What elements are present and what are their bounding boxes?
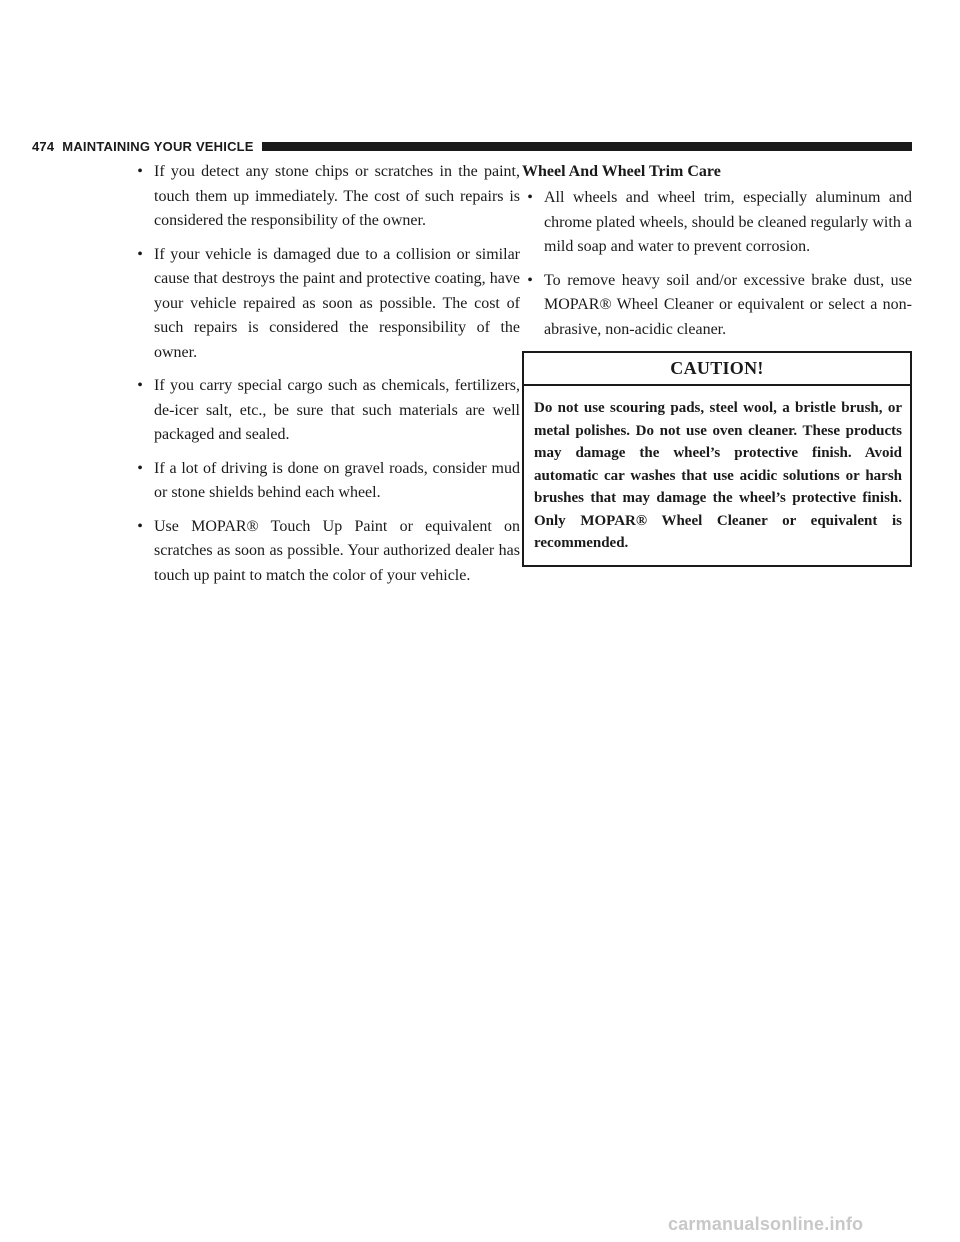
caution-box [522,351,912,567]
caution-title: CAUTION! [524,353,910,386]
bullet-icon: • [527,189,533,206]
page-number: 474 [32,138,55,154]
list-item-text: If your vehicle is damaged due to a collision or similar cause that destroys the paint and protective coating, have your vehicle repaired as soon as possible. The cost of such repairs is considered the responsibility of the owner. [154,245,520,361]
list-item [134,374,520,448]
left-bullet-list [134,160,520,588]
bullet-icon: • [137,377,143,394]
list-item-text: To remove heavy soil and/or excessive brake dust, use MOPAR® Wheel Cleaner or equivalent or select a non-abrasive, non-acidic cleaner. [544,271,912,338]
bullet-icon: • [527,271,533,289]
list-item-text: If you detect any stone chips or scratches in the paint, touch them up immediately. The cost of such repairs is considered the responsibility of the owner. [154,163,520,229]
right-bullet-list [522,186,912,342]
bullet-icon: • [137,517,143,535]
list-item-text: If a lot of driving is done on gravel roads, consider mud or stone shields behind each wheel. [154,459,520,501]
list-item [524,186,912,260]
right-column [522,160,912,567]
list-item [134,457,520,506]
caution-body: Do not use scouring pads, steel wool, a bristle brush, or metal polishes. Do not use oven cleaner. These products may damage the wheel’s protective finish. Avoid automatic car washes that use acidic solutions or harsh brushes that may damage the wheel’s protective finish. Only MOPAR® Wheel Cleaner or equivalent is recommended. [534,400,902,551]
section-title: MAINTAINING YOUR VEHICLE [62,138,254,154]
list-item-text: Use MOPAR® Touch Up Paint or equivalent on scratches as soon as possible. Your authorized dealer has touch up paint to match the color of your vehicle. [154,517,520,584]
watermark-link[interactable]: carmanualsonline.info [668,1214,864,1234]
page-header [32,136,912,156]
left-column [134,160,520,597]
bullet-icon: • [137,163,143,180]
list-item [134,243,520,366]
header-rule [262,142,912,151]
bullet-icon: • [137,245,143,263]
bullet-icon: • [137,459,143,477]
list-item-text: All wheels and wheel trim, especially aluminum and chrome plated wheels, should be cleaned regularly with a mild soap and water to prevent corrosion. [544,189,912,255]
list-item [524,269,912,343]
list-item-text: If you carry special cargo such as chemicals, fertilizers, de-icer salt, etc., be sure that such materials are well packaged and sealed. [154,377,520,443]
list-item [134,160,520,234]
section-heading: Wheel And Wheel Trim Care [522,163,721,180]
list-item [134,515,520,589]
